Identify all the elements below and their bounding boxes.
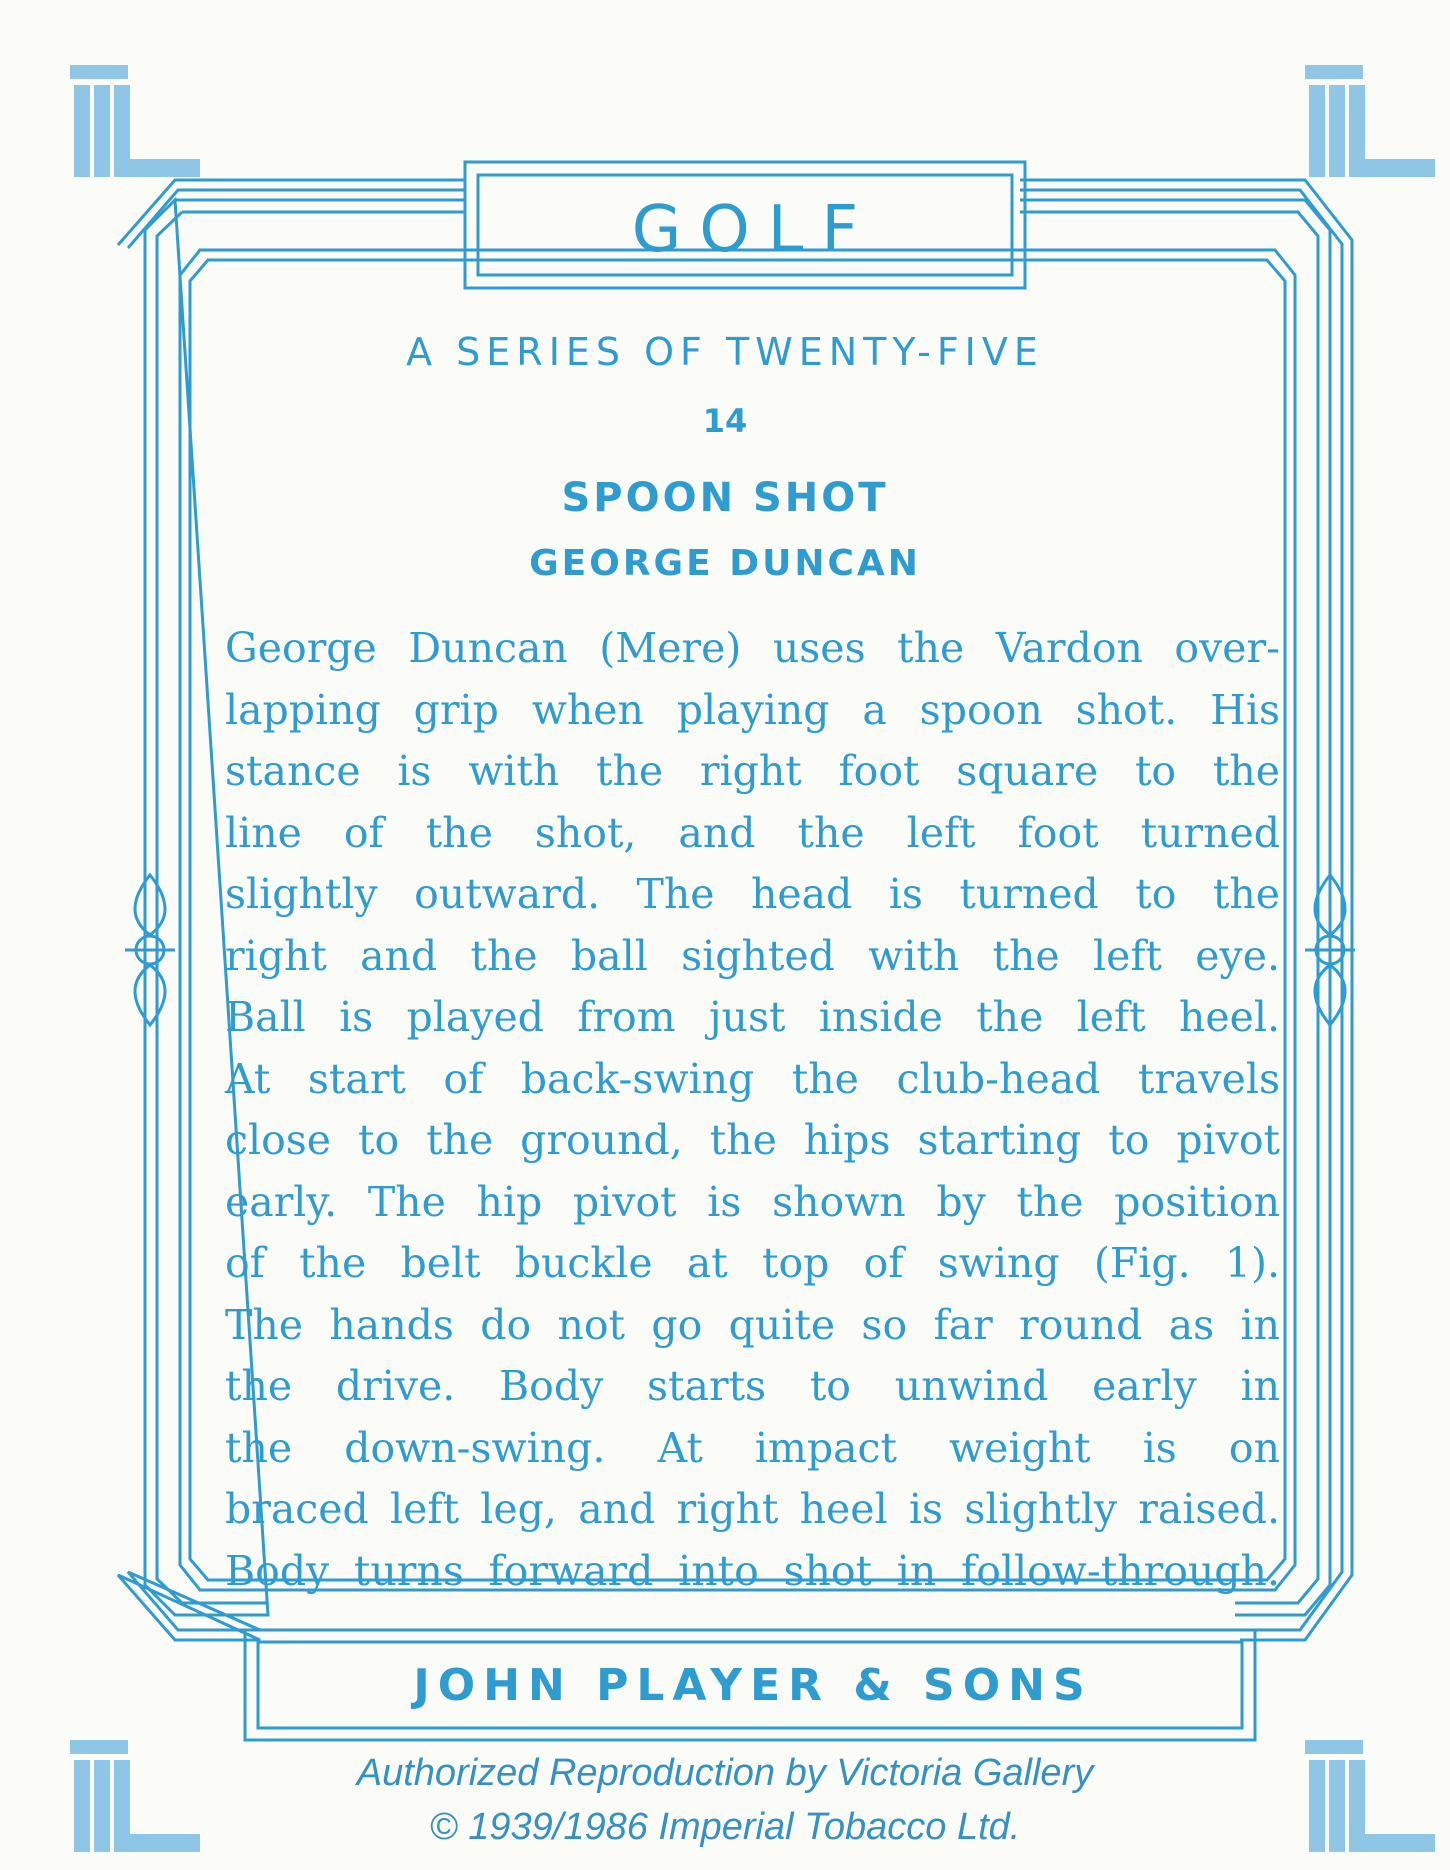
description-line: George Duncan (Mere) uses the Vardon over-: [225, 624, 1280, 672]
manufacturer-name: JOHN PLAYER & SONS: [413, 1659, 1093, 1711]
description-line: At start of back-swing the club-head travels: [225, 1054, 1280, 1103]
description-line: lapping grip when playing a spoon shot. His: [225, 685, 1280, 734]
description-line: close to the ground, the hips starting to pivot: [225, 1116, 1280, 1164]
description-line: right and the ball sighted with the left eye.: [225, 931, 1280, 980]
description-line: line of the shot, and the left foot turned: [225, 808, 1280, 857]
shot-title: SPOON SHOT: [561, 475, 889, 521]
description-line: The hands do not go quite so far round as in: [225, 1300, 1280, 1349]
player-name: GEORGE DUNCAN: [529, 543, 921, 584]
description-line: early. The hip pivot is shown by the position: [225, 1177, 1280, 1226]
description-line: of the belt buckle at top of swing (Fig. 1).: [225, 1239, 1280, 1287]
description-line: braced left leg, and right heel is slightly raised.: [225, 1485, 1280, 1533]
fleur-ornament-icon: [120, 870, 180, 1030]
card-number: 14: [702, 402, 748, 440]
description-line: the down-swing. At impact weight is on: [225, 1423, 1280, 1472]
description-line: Ball is played from just inside the left heel.: [225, 993, 1280, 1041]
description-line: Body turns forward into shot in follow-through.: [225, 1546, 1280, 1595]
description-line: the drive. Body starts to unwind early in: [225, 1362, 1280, 1410]
description-text: [225, 618, 1280, 1602]
series-caption: A SERIES OF TWENTY-FIVE: [406, 330, 1044, 374]
imperial-tobacco-monogram-icon: [1305, 65, 1435, 177]
description-line: slightly outward. The head is turned to the: [225, 870, 1280, 918]
card-title: GOLF: [631, 193, 877, 267]
fleur-ornament-icon: [1300, 870, 1360, 1030]
copyright-line: © 1939/1986 Imperial Tobacco Ltd.: [429, 1806, 1021, 1848]
reproduction-credit: Authorized Reproduction by Victoria Gallery: [356, 1752, 1094, 1794]
imperial-tobacco-monogram-icon: [70, 65, 200, 177]
description-line: stance is with the right foot square to the: [225, 747, 1280, 795]
